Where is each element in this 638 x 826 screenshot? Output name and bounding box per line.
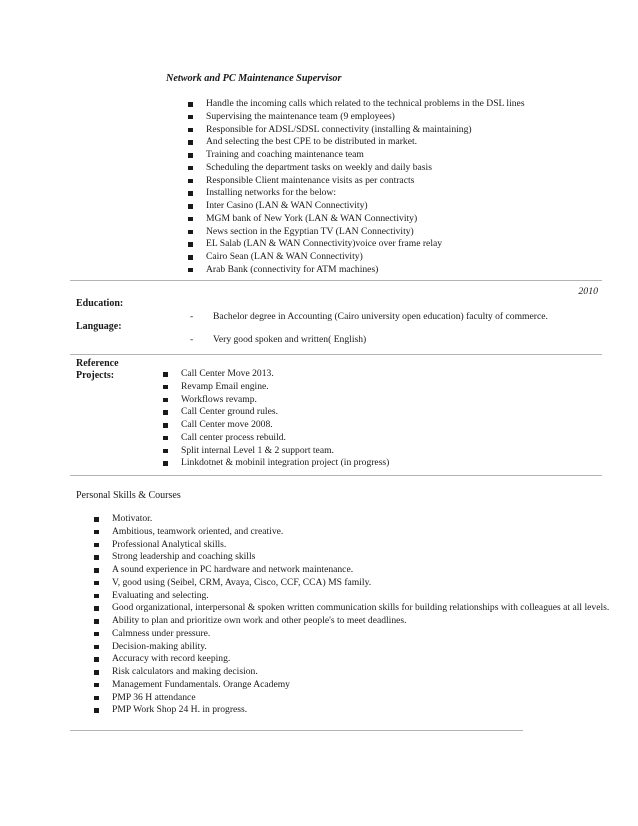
list-item: Motivator. [94, 513, 532, 526]
language-text: Very good spoken and written( English) [213, 334, 367, 345]
list-item: Ability to plan and prioritize own work and other people's to meet deadlines. [94, 615, 532, 628]
divider [70, 475, 602, 476]
list-item: Strong leadership and coaching skills [94, 551, 532, 564]
year-label: 2010 [578, 286, 598, 297]
dash-marker: - [190, 334, 194, 345]
list-item: Responsible for ADSL/SDSL connectivity (installing & maintaining) [188, 124, 525, 137]
list-item: Scheduling the department tasks on weekly and daily basis [188, 162, 525, 175]
list-item: Risk calculators and making decision. [94, 666, 532, 679]
divider [70, 354, 602, 355]
list-item: Supervising the maintenance team (9 employees) [188, 111, 525, 124]
list-item: Training and coaching maintenance team [188, 149, 525, 162]
list-item: Arab Bank (connectivity for ATM machines) [188, 264, 525, 277]
projects-list [163, 368, 389, 470]
list-item: PMP Work Shop 24 H. in progress. [94, 704, 532, 717]
list-item: Revamp Email engine. [163, 381, 389, 394]
list-item: V, good using (Seibel, CRM, Avaya, Cisco, CCF, CCA) MS family. [94, 577, 532, 590]
list-item: Call Center move 2008. [163, 419, 389, 432]
reference-label: Reference [76, 358, 119, 369]
projects-label: Projects: [76, 370, 115, 381]
list-item: Split internal Level 1 & 2 support team. [163, 445, 389, 458]
list-item: Handle the incoming calls which related to the technical problems in the DSL lines [188, 98, 525, 111]
divider [70, 730, 523, 731]
list-item: Calmness under pressure. [94, 628, 532, 641]
duties-list [188, 98, 525, 277]
list-item: Inter Casino (LAN & WAN Connectivity) [188, 200, 525, 213]
list-item: EL Salab (LAN & WAN Connectivity)voice over frame relay [188, 238, 525, 251]
skills-list [94, 513, 610, 717]
list-item: Accuracy with record keeping. [94, 653, 532, 666]
list-item: Installing networks for the below: [188, 187, 525, 200]
dash-marker: - [190, 311, 194, 322]
list-item: Evaluating and selecting. [94, 590, 532, 603]
list-item: Management Fundamentals. Orange Academy [94, 679, 532, 692]
list-item: Call Center ground rules. [163, 406, 389, 419]
education-label: Education: [76, 298, 124, 309]
list-item: News section in the Egyptian TV (LAN Connectivity) [188, 226, 525, 239]
list-item: Professional Analytical skills. [94, 539, 532, 552]
skills-title: Personal Skills & Courses [76, 490, 181, 501]
divider [70, 280, 602, 281]
list-item: Workflows revamp. [163, 394, 389, 407]
list-item: MGM bank of New York (LAN & WAN Connectivity) [188, 213, 525, 226]
list-item: Responsible Client maintenance visits as per contracts [188, 175, 525, 188]
list-item: Ambitious, teamwork oriented, and creative. [94, 526, 532, 539]
list-item: Call center process rebuild. [163, 432, 389, 445]
education-text: Bachelor degree in Accounting (Cairo university open education) faculty of commerce. [213, 311, 548, 322]
job-title: Network and PC Maintenance Supervisor [166, 73, 342, 84]
list-item: A sound experience in PC hardware and network maintenance. [94, 564, 532, 577]
list-item: Call Center Move 2013. [163, 368, 389, 381]
language-label: Language: [76, 321, 122, 332]
list-item: Decision-making ability. [94, 641, 532, 654]
list-item: Linkdotnet & mobinil integration project (in progress) [163, 457, 389, 470]
list-item: Cairo Sean (LAN & WAN Connectivity) [188, 251, 525, 264]
list-item: Good organizational, interpersonal & spoken written communication skills for building relationships with colleagues at all levels. [94, 602, 532, 615]
list-item: PMP 36 H attendance [94, 692, 532, 705]
list-item: And selecting the best CPE to be distributed in market. [188, 136, 525, 149]
